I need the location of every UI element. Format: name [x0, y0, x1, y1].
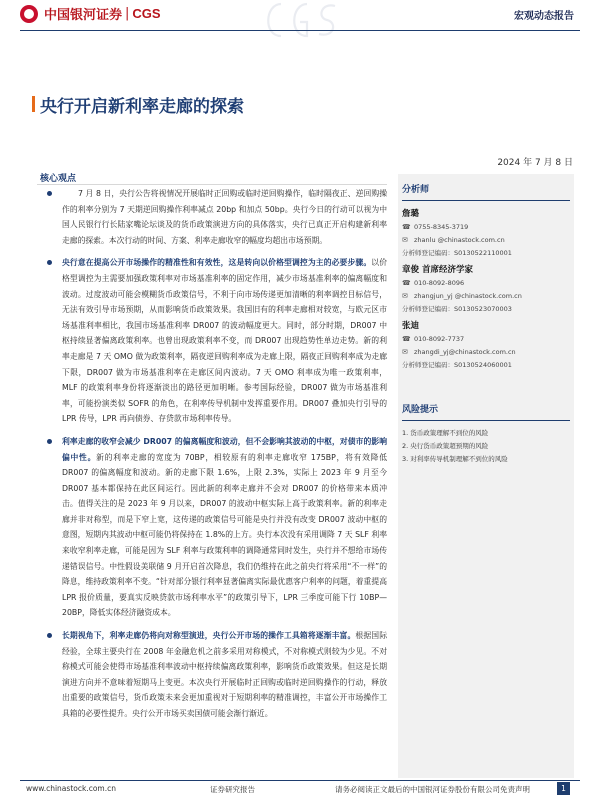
analyst-list — [398, 201, 574, 372]
footer-label: 证券研究报告 — [210, 785, 255, 794]
analyst-registration: 分析师登记编码：S0130522110001 — [402, 249, 512, 257]
header-divider — [20, 30, 580, 31]
analyst-email-row — [402, 346, 570, 359]
analyst-phone-row — [402, 333, 570, 346]
report-type-label: 宏观动态报告 — [514, 11, 574, 22]
analyst-registration: 分析师登记编码：S0130523070003 — [402, 305, 512, 313]
analyst-phone: 0755-8345-3719 — [414, 223, 469, 231]
analyst-name: 章俊 首席经济学家 — [402, 265, 473, 275]
risk-heading: 风险提示 — [402, 405, 439, 415]
analyst-email[interactable]: zhangdi_yj@chinastock.com.cn — [414, 348, 516, 356]
analyst-name: 张迪 — [402, 321, 420, 331]
bullet-icon — [47, 633, 52, 638]
analyst-name: 詹璐 — [402, 209, 420, 219]
paragraph-text: 根据国际经验，全球主要央行在 2008 年金融危机之前多采用对称模式，不对称模式则较为少见。不对称模式可能会使得市场基准利率波动中枢持续偏离政策利率，影响货币政策效果。但这是长期演进方向并不意味着短期马上变更。本次央行开展临时正回购或临时逆回购操作的行动，释放出重要的政策信号，货币政策未来会更加重视对于短期利率的精准调控，丰富公开市场操作工具箱的必要性提升。央行公开市场买卖国债可能会渐行渐近。 — [62, 631, 388, 718]
analysts-heading: 分析师 — [402, 185, 430, 195]
paragraph-text: 新的利率走廊的宽度为 70BP，相较原有的利率走廊收窄 175BP，将有效降低 DR007 的偏离幅度和波动。新的走廊下限 1.6%，上限 2.3%，实际上 2023 年 9 月至今 DR007 基本都保持在此区间运行。因此新的利率走廊并不会对 DR007 的价格带来本质冲击。值得关注的是 2023 年 9 月以来，DR007 的波动中枢实际上高于政策利率。新的利率走廊并非对称型，而是下窄上宽，这传递的政策信号可能是央行并没有改变 DR007 波动中枢的意图，短期内其波动中枢可能仍将保持在 1.8%的上方。央行本次没有采用调降 7 天 SLF 利率来收窄利率走廊，可能是因为 SLF 利率与政策利率的调降通常同时发生，央行并不想给市场传递错误信号。中性假设美联储 9 月开启首次降息，我们仍维持在此之前央行将采用“不一样”的降息，维持政策利率不变。“针对部分银行利率显著偏离实际最优惠客户利率的问题，着重提高 LPR 报价质量，要真实反映贷款市场利率水平”的政策引导下，LPR 三季度可能下行 10BP—20BP，降低实体经济融资成本。 — [62, 452, 388, 618]
phone-icon: ☎ — [402, 279, 411, 287]
cgs-watermark-icon — [255, 0, 345, 42]
analyst-phone: 010-8092-8096 — [414, 279, 465, 287]
page-title: 央行开启新利率走廊的探索 — [40, 97, 244, 117]
main-content — [37, 186, 387, 722]
analyst-email[interactable]: zhangjun_yj @chinastock.com.cn — [414, 292, 522, 300]
email-icon: ✉ — [402, 348, 408, 356]
analyst-email-row — [402, 290, 570, 303]
phone-icon: ☎ — [402, 335, 411, 343]
analyst-card — [402, 264, 570, 316]
paragraph-4 — [37, 628, 387, 722]
title-accent-bar — [32, 96, 35, 112]
bullet-icon — [47, 260, 52, 265]
email-icon: ✉ — [402, 292, 408, 300]
paragraph-3 — [37, 434, 387, 621]
bullet-icon — [47, 191, 52, 196]
risk-item: 3. 对利率传导机制理解不到位的风险 — [402, 455, 508, 463]
paragraph-lead: 长期视角下，利率走廊仍将向对称型演进，央行公开市场的操作工具箱将逐渐丰富。 — [62, 631, 356, 641]
paragraph-text: 以价格型调控为主需要加强政策利率对市场基准利率的固定作用，减少市场基准利率的偏离幅度和波动。过度波动可能会模糊货币政策信号，不利于向市场传递更加清晰的利率调控目标信号，无法有效引导市场预期，从而影响货币政策效果。我国旧有的利率走廊相对较宽，与欧元区市场基准利率相比，我国市场基准利率 DR007 的波动幅度更大。同时，部分时期，DR007 中枢持续显著偏离政策利率。也曾出现政策利率不变，而 DR007 出现趋势性单边走势。新的利率走廊是 7 天 OMO 做为政策利率，隔夜逆回购利率成为走廊上限，隔夜正回购利率成为走廊下限，DR007 做为市场基准利率在走廊区间内波动。7 天 OMO 利率成为唯一政策利率，MLF 的政策利率身份将逐渐淡出的路径更加明晰。参考国际经验，DR007 做为市场基准利率，可能扮演类似 SOFR 的角色，在利率传导机制中发挥重要作用。DR007 叠加央行引导的 LPR 传导，LPR 再向债券、存贷款市场利率传导。 — [62, 258, 388, 424]
footer-disclaimer: 请务必阅读正文最后的中国银河证券股份有限公司免责声明 — [335, 785, 530, 794]
report-date: 2024 年 7 月 8 日 — [497, 158, 573, 168]
analyst-phone-row — [402, 221, 570, 234]
paragraph-lead: 央行意在提高公开市场操作的精准性和有效性，这是转向以价格型调控为主的必要步骤。 — [62, 258, 372, 268]
logo-separator: | — [125, 6, 130, 21]
section-heading: 核心观点 — [40, 174, 77, 184]
analyst-card — [402, 208, 570, 260]
risk-item: 2. 央行货币政策超预期的风险 — [402, 442, 489, 450]
page-number: 1 — [557, 782, 570, 795]
bullet-icon — [47, 439, 52, 444]
analyst-registration: 分析师登记编码：S0130524060001 — [402, 361, 512, 369]
analyst-email-row — [402, 234, 570, 247]
analyst-phone: 010-8092-7737 — [414, 335, 465, 343]
analyst-email[interactable]: zhanlu @chinastock.com.cn — [414, 236, 505, 244]
footer-website[interactable]: www.chinastock.com.cn — [26, 784, 116, 793]
risk-item: 1. 货币政策理解不到位的风险 — [402, 429, 489, 437]
sidebar — [398, 174, 574, 778]
paragraph-1 — [37, 186, 387, 248]
logo-text-cn: 中国银河证券 — [44, 8, 123, 23]
section-divider — [37, 184, 387, 185]
paragraph-lead: 利率走廊的收窄会减少 DR007 的偏离幅度和波动，但不会影响其波动的中枢，对债市的影响偏中性。 — [62, 436, 387, 462]
logo-emblem-icon — [20, 5, 38, 23]
analyst-phone-row — [402, 277, 570, 290]
page-header — [0, 0, 600, 30]
analyst-card — [402, 320, 570, 372]
paragraph-2 — [37, 255, 387, 427]
risk-list — [398, 421, 574, 466]
email-icon: ✉ — [402, 236, 408, 244]
cgs-logo — [20, 4, 161, 23]
footer-divider — [20, 780, 580, 781]
phone-icon: ☎ — [402, 223, 411, 231]
logo-text-en: CGS — [132, 6, 161, 21]
paragraph-text: 7 月 8 日，央行公告将视情况开展临时正回购或临时逆回购操作，临时隔夜正、逆回购操作的利率分别为 7 天期逆回购操作利率减点 20bp 和加点 50bp。央行今日的行动可以视为中国人民银行行长陆家嘴论坛谈及的货币政策演进方向的具体落实，央行已真正开启构建新利率走廊的探索。本次行动的时间、方案、利率走廊收窄的幅度均超出市场预期。 — [62, 189, 387, 245]
